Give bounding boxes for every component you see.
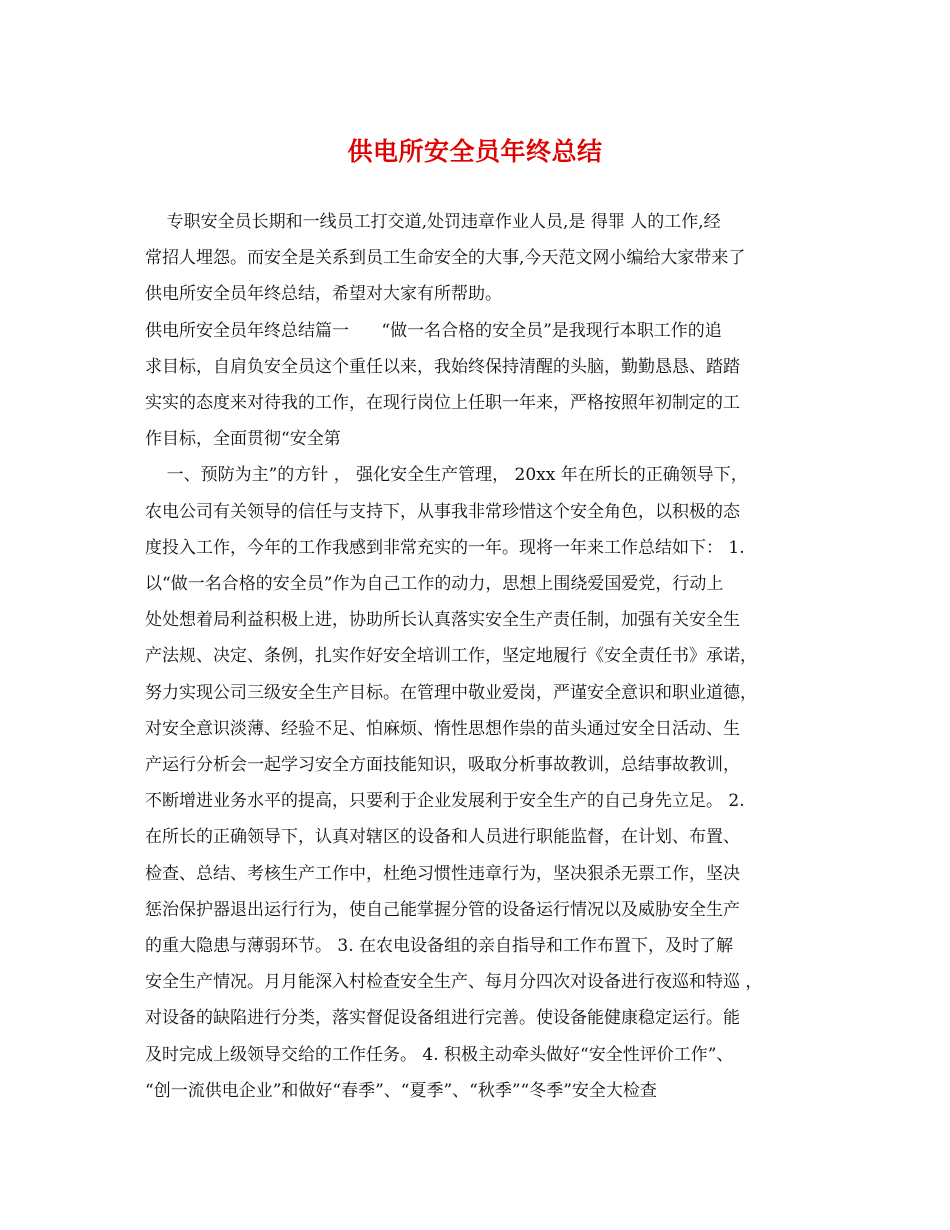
- body-line: 不断增进业务水平的提高，只要利于企业发展利于安全生产的自己身先立足。 2.: [145, 791, 745, 812]
- body-line: 检查、总结、考核生产工作中，杜绝习惯性违章行为，坚决狠杀无票工作，坚决: [145, 863, 740, 884]
- body-line: 对安全意识淡薄、经验不足、怕麻烦、惰性思想作祟的苗头通过安全日活动、生: [145, 718, 740, 739]
- body-line: 及时完成上级领导交给的工作任务。 4. 积极主动牵头做好“安全性评价工作”、: [145, 1044, 734, 1065]
- body-line: 产法规、决定、条例，扎实作好安全培训工作，坚定地履行《安全责任书》承诺，: [145, 646, 757, 667]
- body-line: 作目标，全面贯彻“安全第: [145, 429, 341, 450]
- body-line: 供电所安全员年终总结，希望对大家有所帮助。: [145, 284, 502, 305]
- body-line: 的重大隐患与薄弱环节。 3. 在农电设备组的亲自指导和工作布置下，及时了解: [145, 936, 734, 956]
- body-line: 度投入工作，今年的工作我感到非常充实的一年。现将一年来工作总结如下： 1.: [145, 537, 745, 558]
- body-line: 以“做一名合格的安全员”作为自己工作的动力，思想上围绕爱国爱党，行动上: [145, 574, 724, 594]
- body-line: 惩治保护器退出运行行为，使自己能掌握分管的设备运行情况以及威胁安全生产: [145, 899, 740, 920]
- page-title: 供电所安全员年终总结: [347, 137, 603, 166]
- body-line: 在所长的正确领导下，认真对辖区的设备和人员进行职能监督，在计划、布置、: [145, 827, 740, 848]
- body-line: 安全生产情况。月月能深入村检查安全生产、每月分四次对设备进行夜巡和特巡 ，: [145, 972, 763, 993]
- body-line: 实实的态度来对待我的工作，在现行岗位上任职一年来，严格按照年初制定的工: [145, 393, 740, 413]
- body-line: “创一流供电企业”和做好“春季”、“夏季”、“秋季”“冬季”安全大检查: [145, 1080, 657, 1101]
- body-line: 农电公司有关领导的信任与支持下，从事我非常珍惜这个安全角色，以积极的态: [145, 501, 740, 522]
- body-line: 求目标，自肩负安全员这个重任以来，我始终保持清醒的头脑，勤勤恳恳、踏踏: [145, 356, 740, 377]
- body-line: 专职安全员长期和一线员工打交道,处罚违章作业人员,是 得罪 人的工作,经: [145, 212, 721, 232]
- body-line: 一、预防为主”的方针 ， 强化安全生产管理， 20xx 年在所长的正确领导下，: [145, 465, 748, 486]
- body-line: 常招人埋怨。而安全是关系到员工生命安全的大事,今天范文网小编给大家带来了: [145, 248, 746, 269]
- body-line: 产运行分析会一起学习安全方面技能知识，吸取分析事故教训，总结事故教训，: [145, 755, 740, 775]
- body-line: 处处想着局利益积极上进，协助所长认真落实安全生产责任制，加强有关安全生: [145, 610, 740, 631]
- body-line: 努力实现公司三级安全生产目标。在管理中敬业爱岗，严谨安全意识和职业道德，: [145, 682, 757, 703]
- body-line: 供电所安全员年终总结篇一 “做一名合格的安全员”是我现行本职工作的追: [145, 320, 722, 341]
- body-line: 对设备的缺陷进行分类，落实督促设备组进行完善。使设备能健康稳定运行。能: [145, 1008, 740, 1029]
